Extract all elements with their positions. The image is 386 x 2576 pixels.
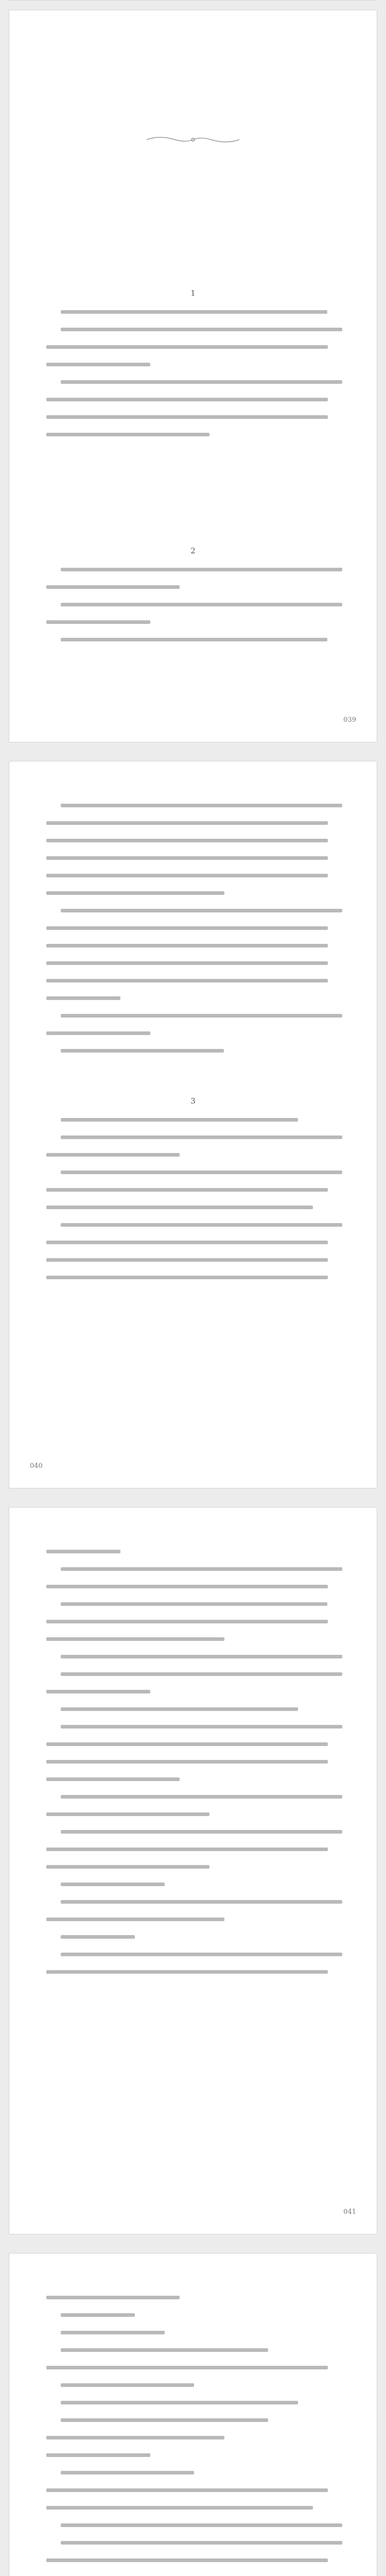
book-page-2 [9,761,377,1488]
body-text [46,804,343,1066]
section-number: 2 [190,546,196,555]
body-text [46,568,343,655]
body-text [46,310,343,450]
section-number: 1 [190,289,196,298]
body-text [46,2296,343,2576]
book-page-4 [9,2253,377,2576]
book-page-3 [9,1507,377,2234]
page-number: 039 [343,716,356,724]
page-number: 041 [343,2208,356,2216]
page-number: 040 [30,1462,43,1470]
chapter-ornament-icon [144,134,242,145]
section-number: 3 [190,1096,196,1106]
book-page-1 [9,10,377,742]
body-text [46,1118,343,1293]
body-text [46,1550,343,1988]
